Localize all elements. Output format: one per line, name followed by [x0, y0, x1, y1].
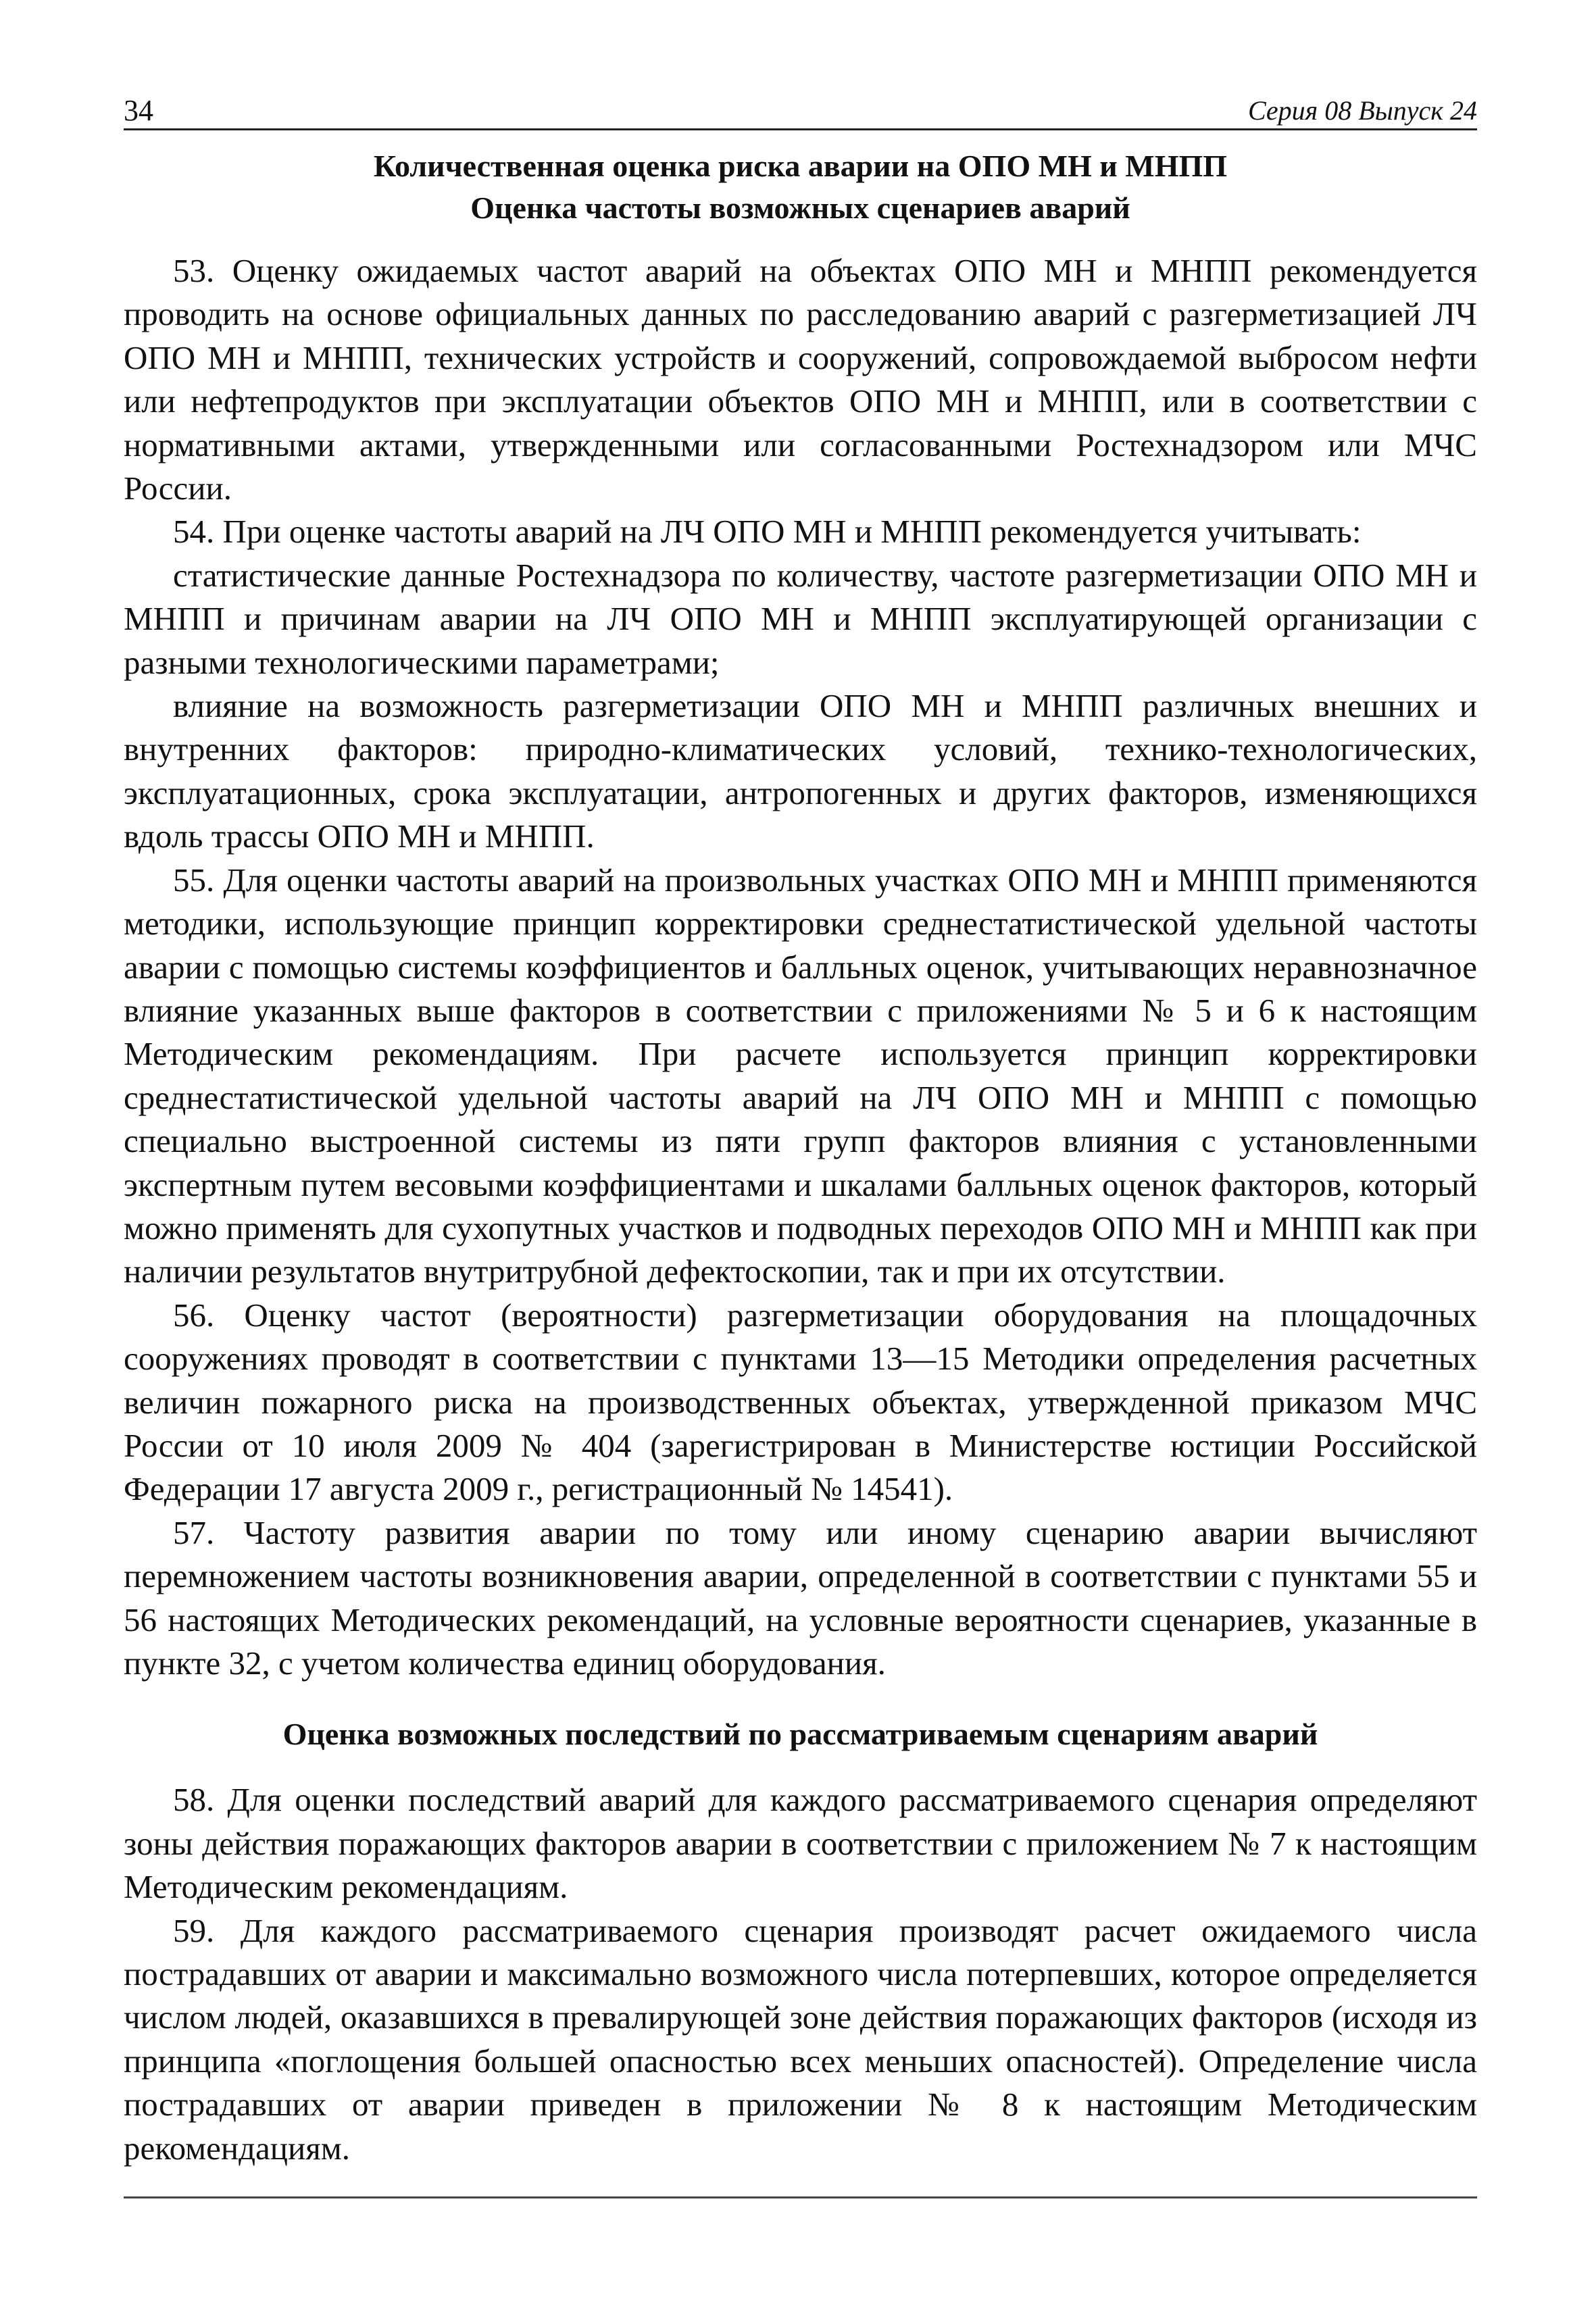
footer-rule — [124, 2196, 1477, 2198]
section-title-consequences: Оценка возможных последствий по рассматриваемым сценариям аварий — [282, 1717, 1318, 1752]
paragraph-54: 54. При оценке частоты аварий на ЛЧ ОПО МН и МНПП рекомендуется учитывать: — [173, 513, 1362, 551]
paragraph-54-item-2: влияние на возможность разгерметизации ОПО МН и МНПП различных внешних и внутренних факторов: природно-климатических условий, технико-технологических, эксплуатационных, срока эксплуатации, антропогенных и других факторов, изменяющихся вдоль трассы ОПО МН и МНПП. — [124, 687, 1477, 855]
paragraph-59: 59. Для каждого рассматриваемого сценария производят расчет ожидаемого числа пострадавших от аварии и максимально возможного числа потерпевших, которое определяется числом людей, оказавшихся в превалирующей зоне действия поражающих факторов (исходя из принципа «поглощения большей опасностью всех меньших опасностей). Определение числа пострадавших от аварии приведен в приложении № 8 к настоящим Методическим рекомендациям. — [124, 1911, 1477, 2167]
section-title: Количественная оценка риска аварии на ОПО МН и МНПП — [373, 149, 1228, 183]
page-header — [124, 81, 1477, 130]
document-page — [124, 81, 1477, 2170]
paragraph-53: 53. Оценку ожидаемых частот аварий на объектах ОПО МН и МНПП рекомендуется проводить на основе официальных данных по расследованию аварий с разгерметизацией ЛЧ ОПО МН и МНПП, технических устройств и сооружений, сопровождаемой выбросом нефти или нефтепродуктов при эксплуатации объектов ОПО МН и МНПП, или в соответствии с нормативными актами, утвержденными или согласованными Ростехнадзором или МЧС России. — [124, 252, 1477, 507]
paragraph-54-item-1: статистические данные Ростехнадзора по количеству, частоте разгерметизации ОПО МН и МНПП и причинам аварии на ЛЧ ОПО МН и МНПП эксплуатирующей организации с разными технологическими параметрами; — [124, 556, 1477, 681]
paragraph-55: 55. Для оценки частоты аварий на произвольных участках ОПО МН и МНПП применяются методики, использующие принцип корректировки среднестатистической удельной частоты аварии с помощью системы коэффициентов и балльных оценок, учитывающих неравнозначное влияние указанных выше факторов в соответствии с приложениями № 5 и 6 к настоящим Методическим рекомендациям. При расчете используется принцип корректировки среднестатистической удельной частоты аварий на ЛЧ ОПО МН и МНПП с помощью специально выстроенной системы из пяти групп факторов влияния с установленными экспертным путем весовыми коэффициентами и шкалами балльных оценок факторов, который можно применять для сухопутных участков и подводных переходов ОПО МН и МНПП как при наличии результатов внутритрубной дефектоскопии, так и при их отсутствии. — [124, 861, 1477, 1290]
series-label: Серия 08 Выпуск 24 — [1247, 95, 1477, 126]
section-subtitle: Оценка частоты возможных сценариев аварий — [470, 191, 1130, 225]
page-number: 34 — [124, 94, 153, 127]
paragraph-57: 57. Частоту развития аварии по тому или иному сценарию аварии вычисляют перемножением частоты возникновения аварии, определенной в соответствии с пунктами 55 и 56 настоящих Методических рекомендаций, на условные вероятности сценариев, указанные в пункте 32, с учетом количества единиц оборудования. — [124, 1513, 1477, 1682]
paragraph-56: 56. Оценку частот (вероятности) разгерметизации оборудования на площадочных сооружениях проводят в соответствии с пунктами 13—15 Методики определения расчетных величин пожарного риска на производственных объектах, утвержденной приказом МЧС России от 10 июля 2009 № 404 (зарегистрирован в Министерстве юстиции Российской Федерации 17 августа 2009 г., регистрационный № 14541). — [124, 1296, 1477, 1508]
paragraph-58: 58. Для оценки последствий аварий для каждого рассматриваемого сценария определяют зоны действия поражающих факторов аварии в соответствии с приложением № 7 к настоящим Методическим рекомендациям. — [124, 1781, 1477, 1906]
